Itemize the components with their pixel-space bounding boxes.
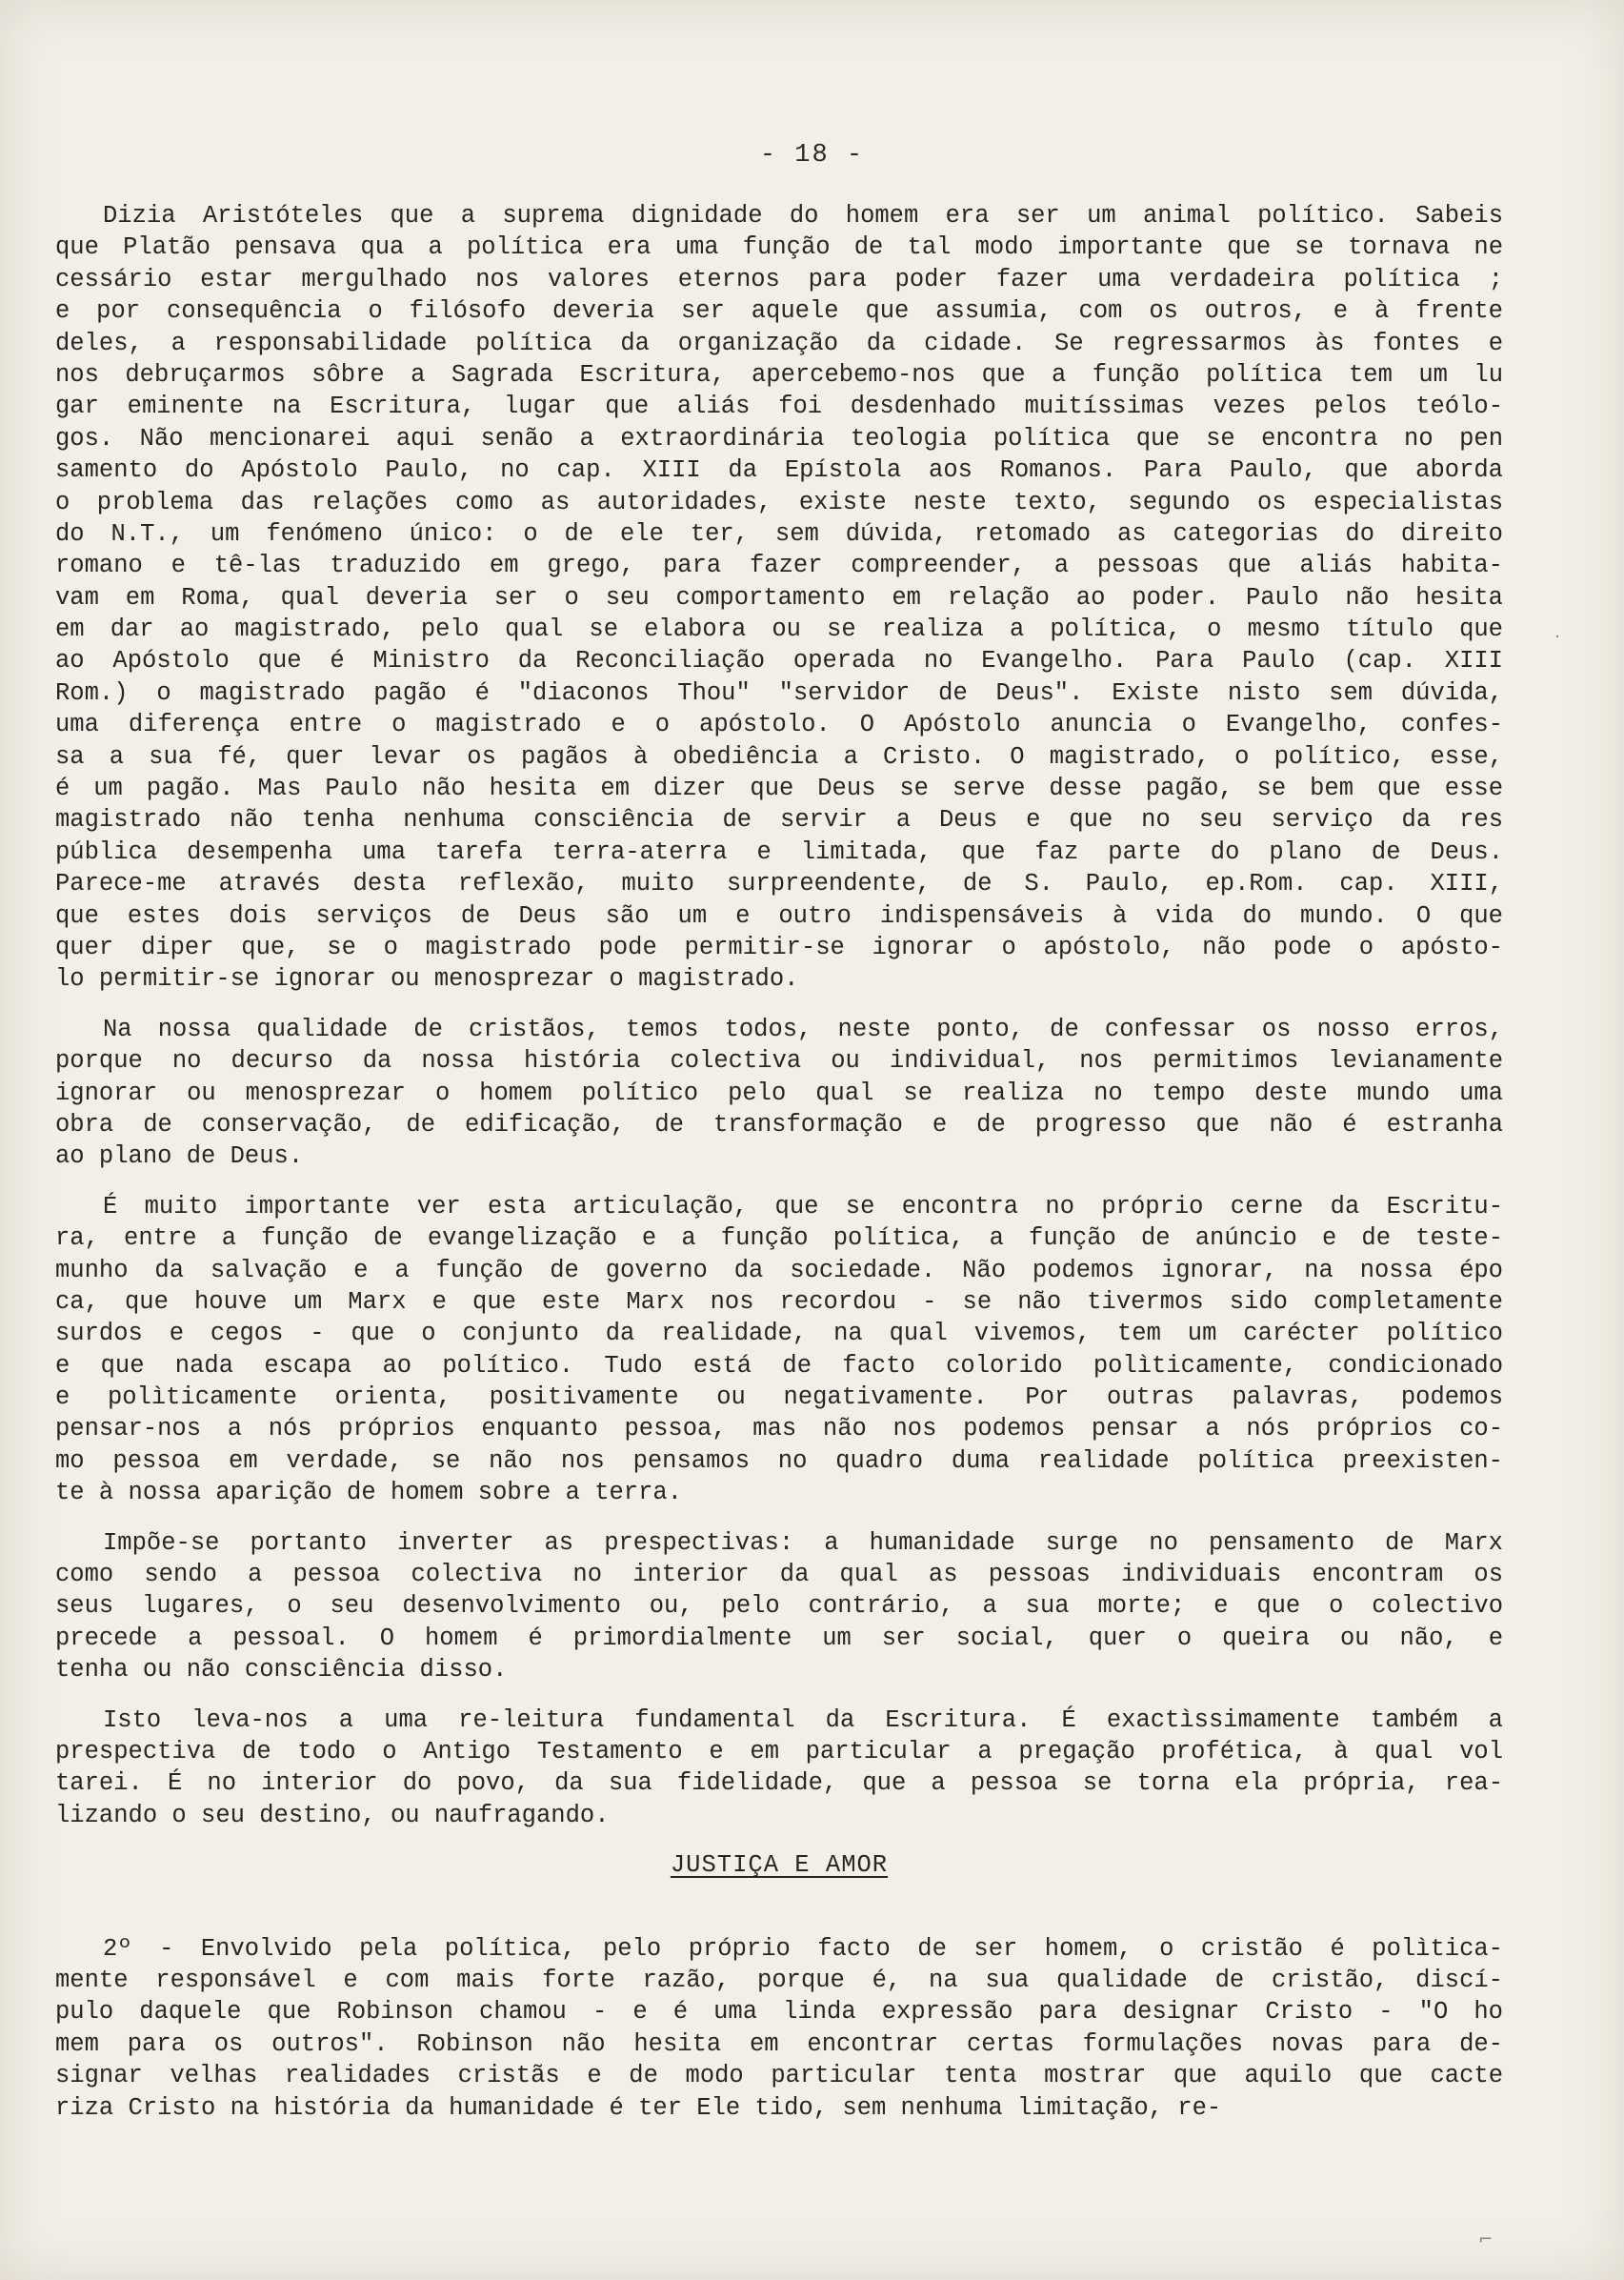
text-line: precede a pessoal. O homem é primordialmente um ser social, quer o queira ou não, e (55, 1624, 1503, 1652)
text-line: e que nada escapa ao político. Tudo está de facto colorido polìticamente, condicionado (55, 1351, 1503, 1380)
text-line: tenha ou não consciência disso. (55, 1656, 508, 1685)
text-line: porque no decurso da nossa história colectiva ou individual, nos permitimos levianamente (55, 1047, 1503, 1076)
text-line: te à nossa aparição de homem sobre a terra. (55, 1479, 683, 1507)
text-line: nos debruçarmos sôbre a Sagrada Escritura, apercebemo-nos que a função política tem um lu (55, 360, 1503, 389)
text-line: ra, entre a função de evangelização e a função política, a função de anúncio e de teste- (55, 1224, 1503, 1253)
margin-mark: ⌐ (1478, 2230, 1494, 2250)
text-line: vam em Roma, qual deveria ser o seu comportamento em relação ao poder. Paulo não hesita (55, 583, 1503, 612)
text-line: lizando o seu destino, ou naufragando. (55, 1801, 610, 1829)
text-line: romano e tê-las traduzido em grego, para fazer compreender, a pessoas que aliás habita- (55, 552, 1503, 580)
text-line: signar velhas realidades cristãs e de modo particular tenta mostrar que aquilo que cacte (55, 2062, 1503, 2090)
text-line: obra de conservação, de edificação, de transformação e de progresso que não é estranha (55, 1110, 1503, 1139)
page-number: - 18 - (759, 141, 865, 170)
text-line: É muito importante ver esta articulação, que se encontra no próprio cerne da Escritu- (103, 1192, 1503, 1221)
text-line: Na nossa qualidade de cristãos, temos todos, neste ponto, de confessar os nosso erros, (103, 1015, 1503, 1043)
document-body (55, 200, 1503, 2142)
text-line: seus lugares, o seu desenvolvimento ou, pelo contrário, a sua morte; e que o colectivo (55, 1592, 1503, 1621)
text-line: pulo daquele que Robinson chamou - e é uma linda expressão para designar Cristo - "O ho (55, 1998, 1503, 2027)
text-line: é um pagão. Mas Paulo não hesita em dizer que Deus se serve desse pagão, se bem que esse (55, 775, 1503, 803)
text-line: Dizia Aristóteles que a suprema dignidade do homem era ser um animal político. Sabeis (103, 202, 1503, 230)
text-line: pública desempenha uma tarefa terra-aterra e limitada, que faz parte do plano de Deus. (55, 837, 1503, 866)
text-line: tarei. É no interior do povo, da sua fidelidade, que a pessoa se torna ela própria, rea- (55, 1769, 1503, 1798)
text-line: Isto leva-nos a uma re-leitura fundamental da Escritura. É exactìssimamente também a (103, 1705, 1503, 1734)
text-line: ca, que houve um Marx e que este Marx nos recordou - se não tivermos sido completamente (55, 1287, 1503, 1316)
paragraph (55, 200, 1503, 996)
text-line: gos. Não mencionarei aqui senão a extraordinária teologia política que se encontra no pen (55, 424, 1503, 453)
paragraph (55, 1014, 1503, 1173)
text-line: como sendo a pessoa colectiva no interior da qual as pessoas individuais encontram os (55, 1561, 1503, 1589)
text-line: Impõe-se portanto inverter as prespectivas: a humanidade surge no pensamento de Marx (103, 1528, 1503, 1557)
paragraph (55, 1191, 1503, 1509)
text-line: sa a sua fé, quer levar os pagãos à obediência a Cristo. O magistrado, o político, esse, (55, 742, 1503, 771)
section-heading-text: JUSTIÇA E AMOR (670, 1851, 889, 1880)
text-line: surdos e cegos - que o conjunto da realidade, na qual vivemos, tem um carécter político (55, 1320, 1503, 1348)
text-line: samento do Apóstolo Paulo, no cap. XIII da Epístola aos Romanos. Para Paulo, que aborda (55, 456, 1503, 485)
text-line: cessário estar mergulhado nos valores eternos para poder fazer uma verdadeira política ; (55, 265, 1503, 293)
text-line: quer diper que, se o magistrado pode permitir-se ignorar o apóstolo, não pode o apósto- (55, 933, 1503, 961)
section-2-paragraph (55, 1933, 1503, 2124)
text-line: ignorar ou menosprezar o homem político pelo qual se realiza no tempo deste mundo uma (55, 1079, 1503, 1107)
text-line: lo permitir-se ignorar ou menosprezar o magistrado. (55, 965, 799, 994)
text-line: ao plano de Deus. (55, 1142, 304, 1171)
text-line: prespectiva de todo o Antigo Testamento e em particular a pregação profética, à qual vol (55, 1737, 1503, 1765)
margin-mark: · (1554, 627, 1560, 647)
section-2-container (55, 1933, 1503, 2124)
text-line: mente responsável e com mais forte razão, porque é, na sua qualidade de cristão, discí- (55, 1966, 1503, 1994)
paragraph (55, 1527, 1503, 1686)
text-line: mo pessoa em verdade, se não nos pensamos no quadro duma realidade política preexisten- (55, 1446, 1503, 1475)
text-line: munho da salvação e a função de governo da sociedade. Não podemos ignorar, na nossa épo (55, 1256, 1503, 1284)
text-line: riza Cristo na história da humanidade é ter Ele tido, sem nenhuma limitação, re- (55, 2093, 1222, 2122)
text-line: uma diferença entre o magistrado e o apóstolo. O Apóstolo anuncia o Evangelho, confes- (55, 711, 1503, 739)
text-line: em dar ao magistrado, pelo qual se elabora ou se realiza a política, o mesmo título que (55, 615, 1503, 644)
text-line: do N.T., um fenómeno único: o de ele ter, sem dúvida, retomado as categorias do direito (55, 519, 1503, 548)
text-line: mem para os outros". Robinson não hesita em encontrar certas formulações novas para de- (55, 2029, 1503, 2058)
text-line: Rom.) o magistrado pagão é "diaconos Thou" "servidor de Deus". Existe nisto sem dúvida, (55, 678, 1503, 707)
text-line: 2º - Envolvido pela política, pelo próprio facto de ser homem, o cristão é polìtica- (103, 1934, 1503, 1963)
text-line: o problema das relações como as autoridades, existe neste texto, segundo os especialistas (55, 488, 1503, 516)
paragraphs-container (55, 200, 1503, 1831)
text-line: e por consequência o filósofo deveria ser aquele que assumia, com os outros, e à frente (55, 297, 1503, 326)
text-line: que Platão pensava qua a política era uma função de tal modo importante que se tornava ne (55, 233, 1503, 262)
text-line: gar eminente na Escritura, lugar que aliás foi desdenhado muitíssimas vezes pelos teólo- (55, 393, 1503, 421)
text-line: e polìticamente orienta, positivamente ou negativamente. Por outras palavras, podemos (55, 1383, 1503, 1412)
text-line: pensar-nos a nós próprios enquanto pessoa, mas não nos podemos pensar a nós próprios co- (55, 1415, 1503, 1443)
text-line: magistrado não tenha nenhuma consciência de servir a Deus e que no seu serviço da res (55, 806, 1503, 835)
paragraph (55, 1705, 1503, 1832)
text-line: ao Apóstolo que é Ministro da Reconciliação operada no Evangelho. Para Paulo (cap. XIII (55, 647, 1503, 676)
text-line: deles, a responsabilidade política da organização da cidade. Se regressarmos às fontes e (55, 329, 1503, 357)
text-line: Parece-me através desta reflexão, muito surpreendente, de S. Paulo, ep.Rom. cap. XIII, (55, 870, 1503, 898)
section-heading (55, 1849, 1503, 1881)
text-line: que estes dois serviços de Deus são um e outro indispensáveis à vida do mundo. O que (55, 901, 1503, 930)
